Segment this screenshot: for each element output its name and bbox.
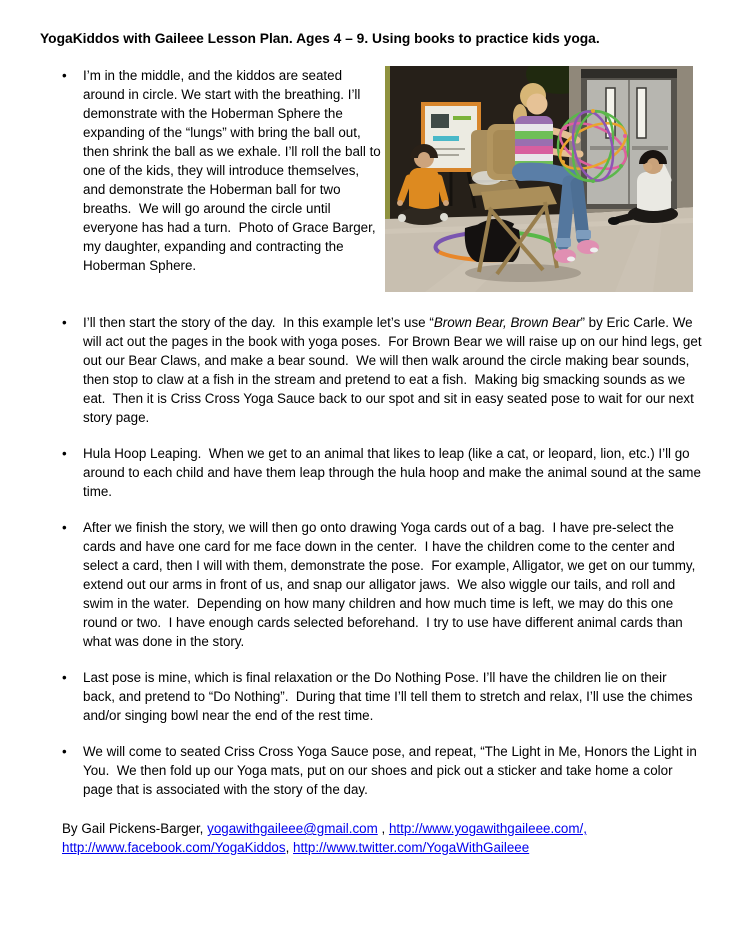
- bullet-item-yoga-cards: [83, 518, 702, 651]
- bullet-text: I’m in the middle, and the kiddos are seated around in circle. We start with the breathing. I’ll demonstrate with the Hoberman Sphere the expanding of the “lungs” with bring the ball out, then shrink the ball as we exhale. I’ll roll the ball to one of the kids, they will introduce themselves, and demonstrate the Hoberman ball for two breaths. We will go around the circle until everyone has had a turn. Photo of Grace Barger, my daughter, expanding and contracting the Hoberman Sphere.: [83, 68, 385, 273]
- bullet-text: Last pose is mine, which is final relaxation or the Do Nothing Pose. I’ll have the children lie on their back, and pretend to “Do Nothing”. During that time I’ll tell them to stretch and relax, I’ll use the chimes and/or singing bowl near the end of the rest time.: [83, 670, 697, 723]
- bullet-text: ” by Eric Carle. We will act out the pages in the book with yoga poses. For Brown Bear we will raise up on our hind legs, get out our Bear Claws, and make a bear sound. We will then walk around the circle making bear sounds, then stop to claw at a fish in the stream and pretend to eat a fish. Making big smacking sounds as we eat. Then it is Criss Cross Yoga Sauce back to our spot and sit in easy seated pose to wait for our next story page.: [83, 315, 706, 425]
- intro-section: [40, 66, 702, 292]
- bullet-item-closing: [83, 742, 702, 799]
- website-link[interactable]: http://www.yogawithgaileee.com/,: [388, 821, 587, 836]
- bullet-text: I’ll then start the story of the day. In this example let’s use “: [83, 315, 434, 330]
- book-title: Brown Bear, Brown Bear: [433, 315, 581, 330]
- page-title: YogaKiddos with Gaileee Lesson Plan. Ages 4 – 9. Using books to practice kids yoga.: [40, 31, 600, 46]
- email-link[interactable]: yogawithgaileee@gmail.com: [207, 821, 378, 836]
- bullet-item-story: [83, 313, 706, 427]
- byline-text: By Gail Pickens-Barger,: [62, 821, 208, 836]
- bullet-text: Hula Hoop Leaping. When we get to an animal that likes to leap (like a cat, or leopard, lion, etc.) I’ll go around to each child and have them leap through the hula hoop and make the animal sound at the same time.: [83, 446, 705, 499]
- facebook-link[interactable]: http://www.facebook.com/YogaKiddos: [62, 840, 286, 855]
- hoberman-sphere-photo: [385, 66, 693, 292]
- lesson-photo: [385, 66, 693, 292]
- separator: ,: [377, 821, 389, 836]
- bullet-item-breathing: [83, 66, 385, 275]
- intro-bullet-list: [40, 66, 385, 275]
- bullet-item-hula-hoop: [83, 444, 705, 501]
- bullet-text: After we finish the story, we will then go onto drawing Yoga cards out of a bag. I have pre-select the cards and have one card for me face down in the center. I have the children come to the center and select a card, then I will with them, demonstrate the pose. For example, Alligator, we get on our tummy, extend out our arms in front of us, and snap our alligator jaws. We also wiggle our tails, and roll and swim in the water. Depending on how many children and how much time is left, we may do this one round or two. I have enough cards selected beforehand. I try to use have different animal cards than what was done in the story.: [83, 520, 700, 649]
- separator: ,: [285, 840, 294, 855]
- bullet-text: We will come to seated Criss Cross Yoga Sauce pose, and repeat, “The Light in Me, Honors the Light in You. We then fold up our Yoga mats, put on our shoes and pick out a sticker and take home a color page that is associated with the story of the day.: [83, 744, 701, 797]
- bullet-item-last-pose: [83, 668, 702, 725]
- author-footer: [62, 819, 702, 857]
- lesson-bullet-list: [40, 313, 706, 799]
- twitter-link[interactable]: http://www.twitter.com/YogaWithGaileee: [293, 840, 530, 855]
